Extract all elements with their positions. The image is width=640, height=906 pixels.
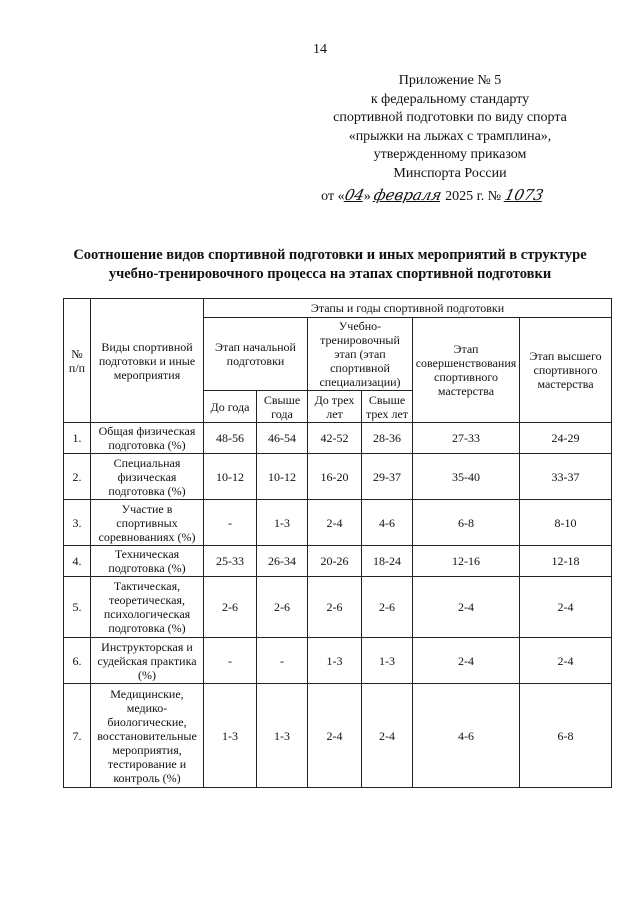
table-row	[64, 638, 612, 684]
cell-value: 2-4	[520, 577, 612, 638]
cell-value: 2-4	[413, 577, 520, 638]
order-mid: »	[363, 189, 375, 204]
row-name: Специальная физическая подготовка (%)	[91, 454, 204, 500]
order-year: 2025 г. №	[441, 189, 505, 204]
cell-value: 25-33	[204, 546, 257, 577]
cell-value: 33-37	[520, 454, 612, 500]
header-over-three: Свыше трех лет	[362, 391, 413, 423]
row-name: Медицинские, медико-биологические, восстановительные мероприятия, тестирование и контроль (%)	[91, 684, 204, 788]
order-month: февраля	[372, 186, 444, 204]
cell-value: 2-4	[308, 684, 362, 788]
cell-value: 1-3	[362, 638, 413, 684]
cell-value: -	[257, 638, 308, 684]
header-training: Учебно-тренировочный этап (этап спортивной специализации)	[308, 318, 413, 391]
header-up-to-year: До года	[204, 391, 257, 423]
cell-value: 2-6	[362, 577, 413, 638]
row-num: 7.	[64, 684, 91, 788]
cell-value: 35-40	[413, 454, 520, 500]
cell-value: -	[204, 638, 257, 684]
table-row	[64, 577, 612, 638]
header-over-year: Свыше года	[257, 391, 308, 423]
row-name: Тактическая, теоретическая, психологическая подготовка (%)	[91, 577, 204, 638]
header-up-to-three: До трех лет	[308, 391, 362, 423]
order-line	[294, 186, 570, 207]
cell-value: 20-26	[308, 546, 362, 577]
cell-value: 10-12	[204, 454, 257, 500]
title-line: Соотношение видов спортивной подготовки и иных мероприятий в структуре	[73, 247, 587, 263]
cell-value: 10-12	[257, 454, 308, 500]
row-name: Участие в спортивных соревнованиях (%)	[91, 500, 204, 546]
cell-value: 12-16	[413, 546, 520, 577]
header-perfection: Этап совершенствования спортивного мастерства	[413, 318, 520, 423]
cell-value: 4-6	[413, 684, 520, 788]
cell-value: 27-33	[413, 423, 520, 454]
row-name: Инструкторская и судейская практика (%)	[91, 638, 204, 684]
cell-value: 18-24	[362, 546, 413, 577]
page-number: 14	[313, 42, 327, 57]
appendix-line: Минспорта России	[393, 165, 507, 181]
header-types: Виды спортивной подготовки и иные мероприятия	[91, 299, 204, 423]
table-row	[64, 546, 612, 577]
row-name: Техническая подготовка (%)	[91, 546, 204, 577]
header-num: № п/п	[64, 299, 91, 423]
row-num: 2.	[64, 454, 91, 500]
row-num: 6.	[64, 638, 91, 684]
cell-value: 42-52	[308, 423, 362, 454]
document-title	[40, 246, 620, 284]
cell-value: 6-8	[413, 500, 520, 546]
cell-value: 12-18	[520, 546, 612, 577]
cell-value: -	[204, 500, 257, 546]
cell-value: 2-6	[204, 577, 257, 638]
cell-value: 24-29	[520, 423, 612, 454]
cell-value: 6-8	[520, 684, 612, 788]
cell-value: 48-56	[204, 423, 257, 454]
cell-value: 16-20	[308, 454, 362, 500]
cell-value: 2-4	[362, 684, 413, 788]
table-row	[64, 500, 612, 546]
appendix-line: Приложение № 5	[398, 73, 502, 88]
cell-value: 2-4	[413, 638, 520, 684]
cell-value: 1-3	[308, 638, 362, 684]
row-num: 5.	[64, 577, 91, 638]
appendix-line: утвержденному приказом	[373, 147, 527, 162]
order-number: 1073	[502, 186, 545, 204]
cell-value: 2-6	[257, 577, 308, 638]
training-ratio-table	[63, 298, 612, 788]
order-day: 04	[342, 186, 366, 204]
table-row	[64, 423, 612, 454]
table-row	[64, 454, 612, 500]
cell-value: 26-34	[257, 546, 308, 577]
cell-value: 1-3	[204, 684, 257, 788]
row-num: 3.	[64, 500, 91, 546]
order-prefix: от «	[321, 189, 345, 204]
appendix-header	[321, 72, 570, 207]
cell-value: 28-36	[362, 423, 413, 454]
cell-value: 1-3	[257, 684, 308, 788]
cell-value: 1-3	[257, 500, 308, 546]
title-line: учебно-тренировочного процесса на этапах спортивной подготовки	[108, 266, 552, 282]
cell-value: 29-37	[362, 454, 413, 500]
appendix-line: к федеральному стандарту	[370, 91, 530, 107]
cell-value: 4-6	[362, 500, 413, 546]
header-highest: Этап высшего спортивного мастерства	[520, 318, 612, 423]
cell-value: 46-54	[257, 423, 308, 454]
appendix-line: «прыжки на лыжах с трамплина»,	[348, 128, 552, 144]
header-initial: Этап начальной подготовки	[204, 318, 308, 391]
row-name: Общая физическая подготовка (%)	[91, 423, 204, 454]
cell-value: 2-4	[308, 500, 362, 546]
appendix-line: спортивной подготовки по виду спорта	[333, 110, 567, 125]
cell-value: 2-6	[308, 577, 362, 638]
row-num: 1.	[64, 423, 91, 454]
table-row	[64, 684, 612, 788]
cell-value: 2-4	[520, 638, 612, 684]
header-stages: Этапы и годы спортивной подготовки	[204, 299, 612, 318]
cell-value: 8-10	[520, 500, 612, 546]
row-num: 4.	[64, 546, 91, 577]
